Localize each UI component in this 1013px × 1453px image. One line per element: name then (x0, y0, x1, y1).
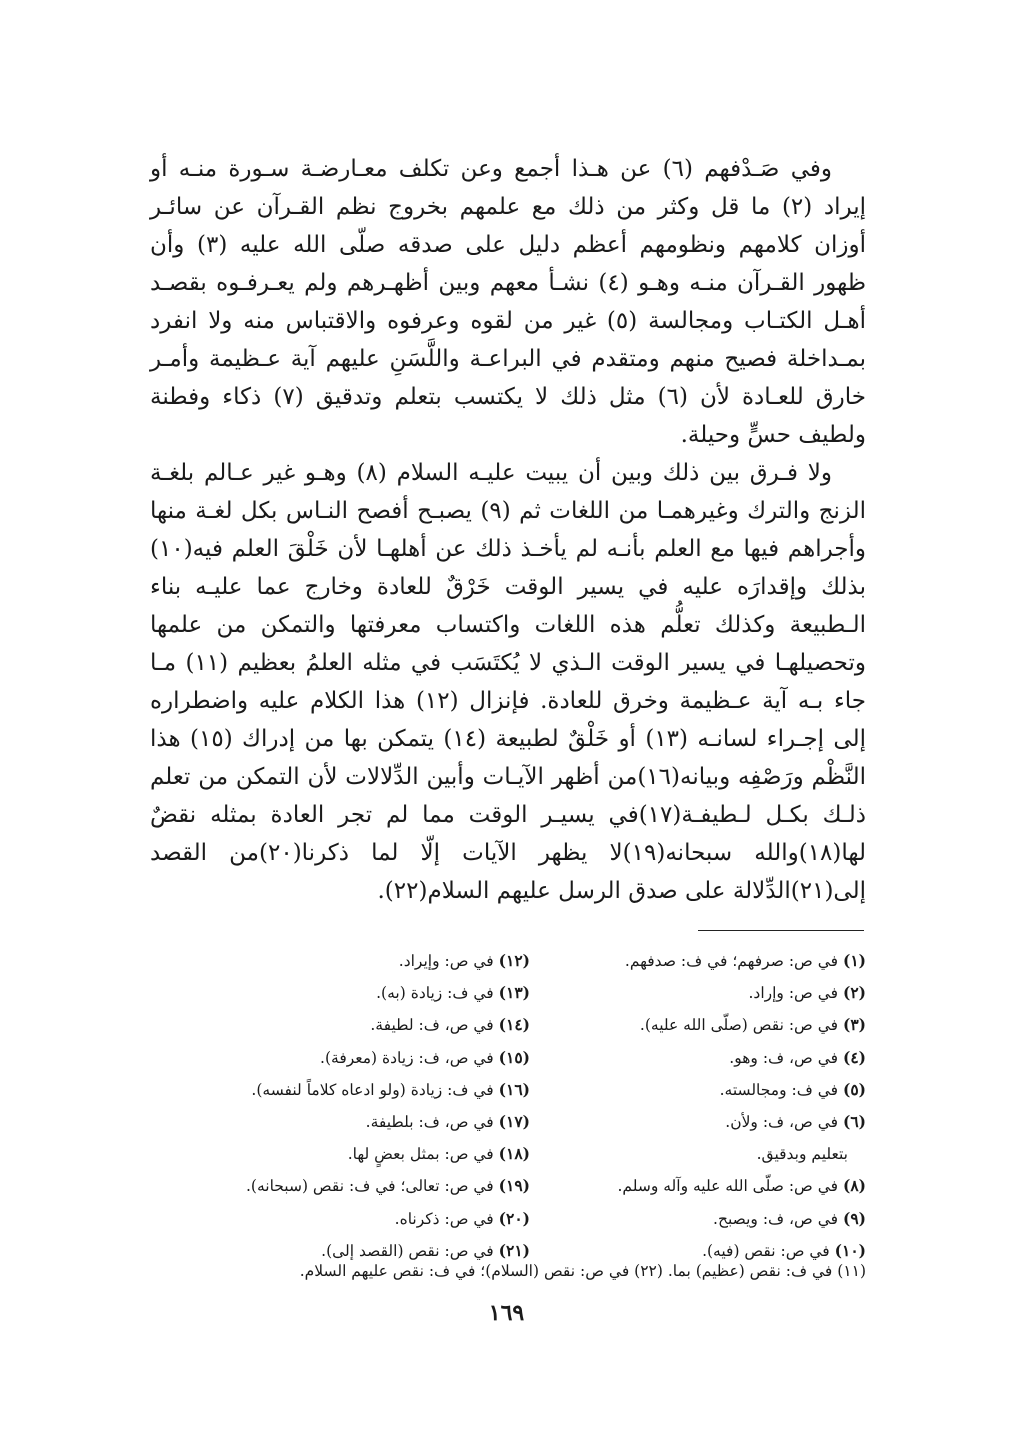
footnote-number: (١٢) (498, 951, 530, 970)
paragraph-2: ولا فـرق بين ذلك وبين أن يبيت عليـه السلام (٨) وهـو غير عـالم بلغـة الزنج والترك وغيرهمـا من اللغات ثم (٩) يصبـح أفصح النـاس بكل لغـة منها وأجراهم فيها مع العلم بأنـه لم يأخـذ ذلك عن أهلهـا لأن خَلْقَ العلم فيه(١٠) بذلك وإقدارَه عليه في يسير الوقت خَرْقٌ للعادة وخارج عما عليـه بناء الـطبيعة وكذلك تعلُّم هذه اللغات واكتساب معرفتها والتمكن من علمها وتحصيلهـا في يسير الوقت الـذي لا يُكتَسَب في مثله العلمُ بعظيم (١١) مـا جاء بـه آية عـظيمة وخرق للعادة. فإنزال (١٢) هذا الكلام عليه واضطراره إلى إجـراء لسانـه (١٣) أو خَلْقٌ لطبيعة (١٤) يتمكن بها من إدراك (١٥) هذا النَّظْم ورَصْفِه وبيانه(١٦)من أظهر الآيـات وأبين الدِّلالات لأن التمكن من تعلم ذلـك بكـل لـطيفـة(١٧)في يسيـر الوقت مما لم تجر العادة بمثله نقضٌ لها(١٨)والله سبحانه(١٩)لا يظهر الآيات إلّا لما ذكرنا(٢٠)من القصد إلى(٢١)الدِّلالة على صدق الرسل عليهم السلام(٢٢). (150, 460, 867, 904)
footnote (150, 1042, 530, 1074)
footnote (560, 1170, 866, 1202)
footnote-text: في ف: ومجالسته. (719, 1080, 839, 1099)
footnote-number: (٥) (842, 1079, 866, 1099)
footnote-number: (٢١) (498, 1240, 530, 1260)
footnote-text: في ص، ف: بلطيفة. (365, 1113, 494, 1132)
footnotes-right-column (560, 945, 866, 1267)
footnote-text: في ص: ذكرناه. (394, 1209, 494, 1228)
footnote (150, 977, 530, 1009)
page-number: ١٦٩ (488, 1300, 525, 1326)
footnote-text: في ص: وإراد. (748, 984, 839, 1003)
footnote-text: في ف: زيادة (به). (376, 984, 494, 1003)
footnote-text: في ص: وإيراد. (398, 952, 494, 970)
footnote-text: في ص: صلّى الله عليه وآله وسلم. (617, 1177, 839, 1196)
footnote (150, 1009, 530, 1041)
footnote-text: في ص، ف: ولأن. (725, 1113, 839, 1132)
footnote-text: بتعليم وبدقيق. (756, 1145, 848, 1164)
footnote-number: (١) (842, 951, 866, 970)
footnote (150, 1138, 530, 1170)
footnote-number: (٣) (842, 1015, 866, 1035)
footnote-number: (١٧) (498, 1112, 530, 1132)
footnote-number: (٦) (842, 1112, 866, 1132)
footnote-text: في ص، ف: وهو. (729, 1048, 839, 1067)
footnote-number: (١٨) (498, 1144, 530, 1164)
footnote-number: (٩) (842, 1208, 866, 1228)
footnote (150, 1170, 530, 1202)
footnote-number: (٨) (842, 1176, 866, 1196)
footnote-text: في ف: زيادة (ولو ادعاه كلاماً لنفسه). (251, 1080, 494, 1099)
footnote (560, 1042, 866, 1074)
footnote (560, 1106, 866, 1138)
main-text-block (150, 150, 866, 910)
footnote-text: في ص، ف: زيادة (معرفة). (320, 1048, 494, 1067)
footnote-number: (١٠) (834, 1240, 866, 1260)
footnote (560, 1138, 866, 1170)
footnote-number: (١٣) (498, 983, 530, 1003)
footnote (560, 1074, 866, 1106)
footnote (150, 1106, 530, 1138)
footnote-text: في ص: صرفهم؛ في ف: صدفهم. (624, 952, 839, 970)
footnote-number: (١٦) (498, 1079, 530, 1099)
footnote-number: (١٥) (498, 1047, 530, 1067)
footnote (560, 945, 866, 977)
footnotes-left-column (150, 945, 530, 1267)
footnote-number: (٢٠) (498, 1208, 530, 1228)
footnote-number: (١٩) (498, 1176, 530, 1196)
paragraph-1: وفي صَـدْفهم (٦) عن هـذا أجمع وعن تكلف معـارضـة سـورة منـه أو إيراد (٢) ما قل وكثر من ذلك مع علمهم بخروج نظم القـرآن عن سائـر أوزان كلامهم ونظومهم أعظم دليل على صدقه صلّى الله عليه (٣) وأن ظهور القـرآن منـه وهـو (٤) نشـأ معهم وبين أظهـرهم ولم يعـرفـوه بقصـد أهـل الكتـاب ومجالسة (٥) غير من لقوه وعرفوه والاقتباس منه ولا انفرد بمـداخلة فصيح منهم ومتقدم في البراعـة واللَّسَنِ عليهم آية عـظيمة وأمـر خارق للعـادة لأن (٦) مثل ذلك لا يكتسب بتعلم وتدقيق (٧) ذكاء وفطنة ولطيف حسٍّ وحيلة. (150, 156, 866, 448)
footnote-text: في ص: نقص (صلّى الله عليه). (639, 1016, 839, 1035)
footnote (560, 1009, 866, 1041)
footnote (560, 977, 866, 1009)
footnote-text: في ص: بمثل بعضٍ لها. (347, 1145, 494, 1164)
footnote-separator (698, 930, 864, 931)
footnote (150, 945, 530, 977)
footnote-text: في ص، ف: لطيفة. (370, 1016, 494, 1035)
footnote-number: (١٤) (498, 1015, 530, 1035)
footnote (150, 1074, 530, 1106)
footnote-last-line: (١١) في ف: نقص (عظيم) بما. (٢٢) في ص: نقص (السلام)؛ في ف: نقص عليهم السلام. (299, 1262, 866, 1280)
footnote (560, 1203, 866, 1235)
footnote-number: (٤) (842, 1047, 866, 1067)
footnote-text: في ص: نقص (فيه). (702, 1241, 830, 1260)
footnote-text: في ص: نقص (القصد إلى). (321, 1241, 494, 1260)
footnote-text: في ص: تعالى؛ في ف: نقص (سبحانه). (245, 1177, 494, 1196)
footnote-number: (٢) (842, 983, 866, 1003)
footnote-text: في ص، ف: ويصبح. (713, 1209, 839, 1228)
footnote (150, 1203, 530, 1235)
